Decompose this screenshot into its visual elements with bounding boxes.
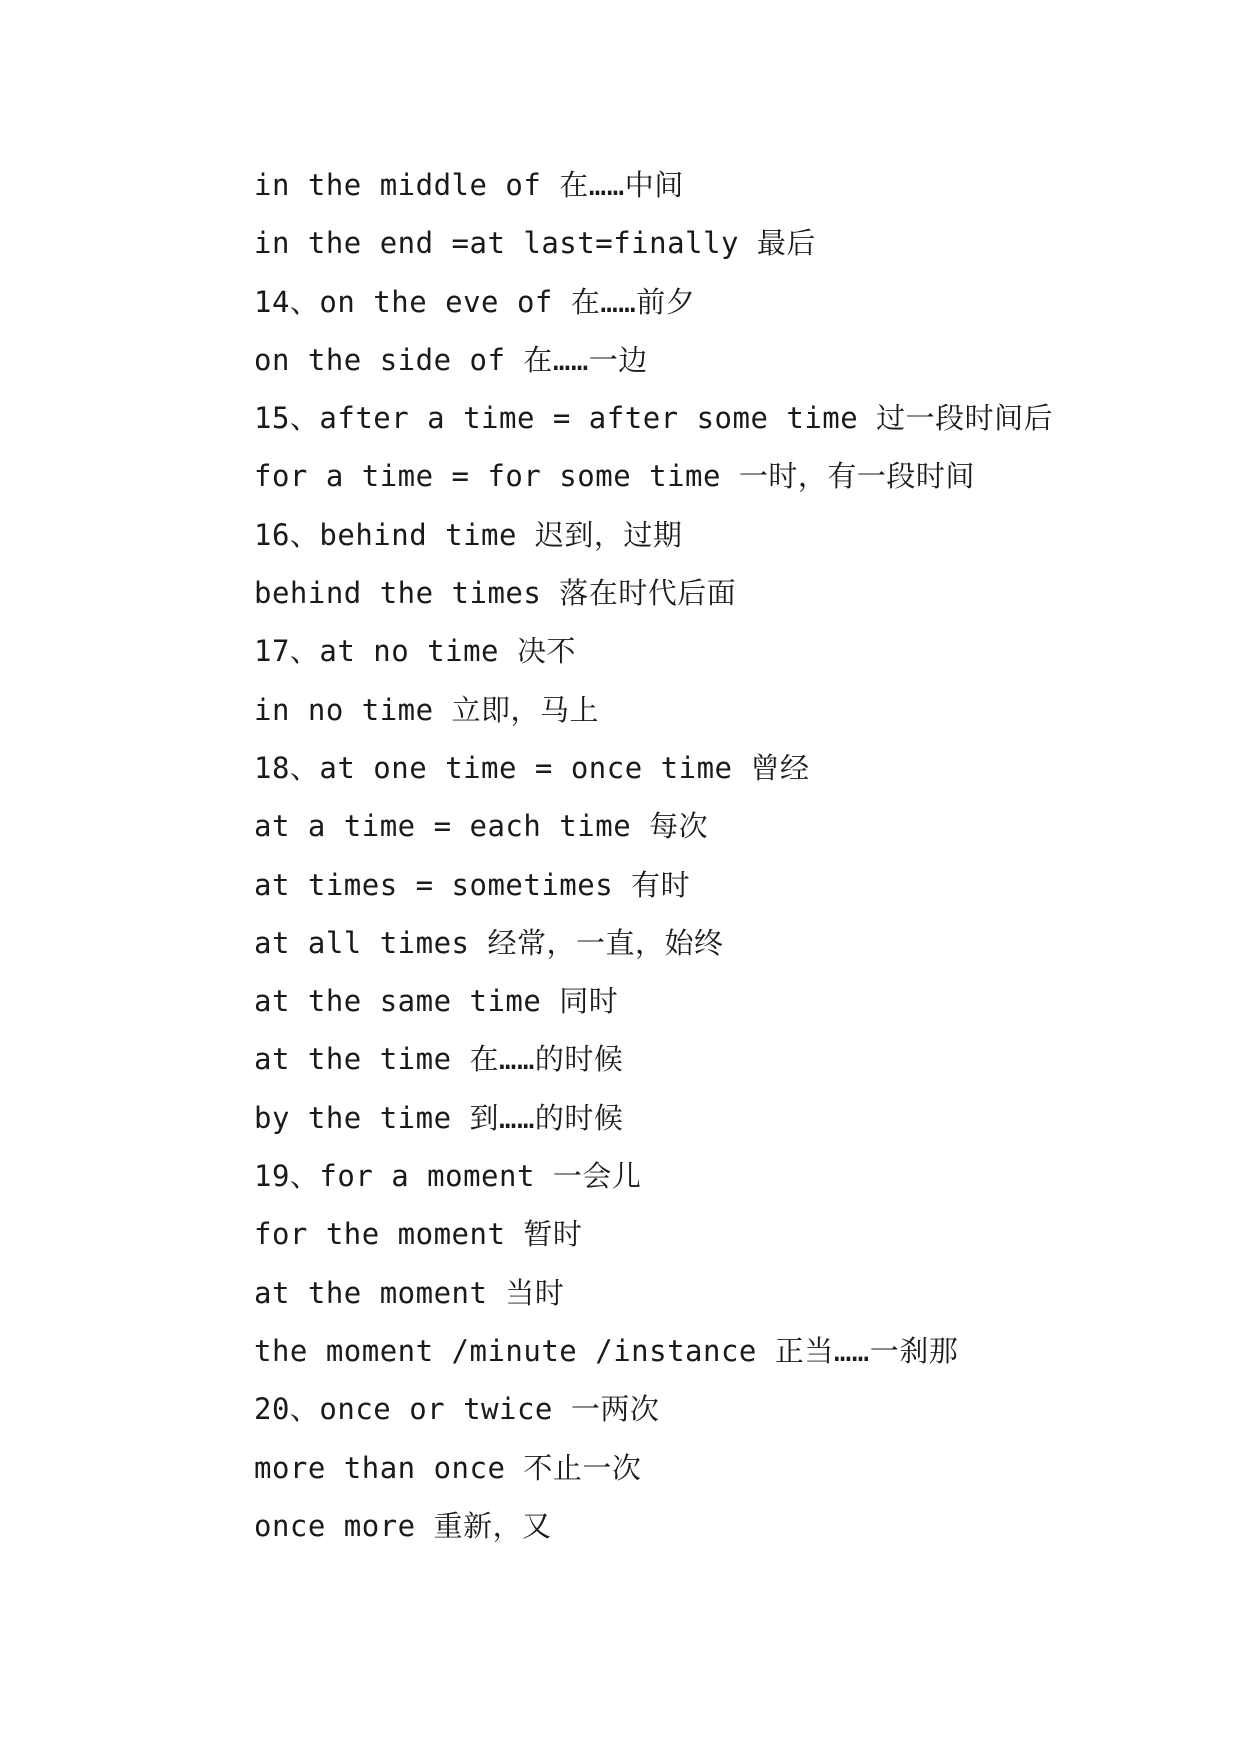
- phrase-line: more than once 不止一次: [254, 1450, 642, 1485]
- phrase-line: in the end =at last=finally 最后: [254, 226, 816, 261]
- phrase-list: [254, 156, 1053, 1555]
- phrase-line: in the middle of 在……中间: [254, 168, 684, 202]
- phrase-line: at a time = each time 每次: [254, 809, 709, 844]
- phrase-line: 19、for a moment 一会儿: [254, 1159, 642, 1194]
- phrase-line: on the side of 在……一边: [254, 342, 648, 377]
- phrase-line: at the moment 当时: [254, 1275, 565, 1310]
- phrase-line: for the moment 暂时: [254, 1217, 583, 1252]
- phrase-line: behind the times 落在时代后面: [254, 576, 737, 611]
- phrase-line: 16、behind time 迟到，过期: [254, 517, 683, 552]
- phrase-line: 20、once or twice 一两次: [254, 1392, 660, 1427]
- phrase-line: the moment /minute /instance 正当……一刹那: [254, 1333, 959, 1368]
- phrase-line: once more 重新，又: [254, 1508, 552, 1543]
- phrase-line: 18、at one time = once time 曾经: [254, 750, 810, 785]
- phrase-line: for a time = for some time 一时，有一段时间: [254, 459, 975, 494]
- phrase-line: in no time 立即，马上: [254, 692, 600, 727]
- phrase-line: at all times 经常，一直，始终: [254, 925, 724, 960]
- phrase-line: 17、at no time 决不: [254, 634, 576, 669]
- phrase-line: at the same time 同时: [254, 984, 619, 1019]
- phrase-line: by the time 到……的时候: [254, 1100, 624, 1135]
- phrase-line: 14、on the eve of 在……前夕: [254, 284, 696, 319]
- phrase-line: at the time 在……的时候: [254, 1042, 624, 1077]
- phrase-line: 15、after a time = after some time 过一段时间后: [254, 401, 1054, 436]
- phrase-line: at times = sometimes 有时: [254, 867, 691, 902]
